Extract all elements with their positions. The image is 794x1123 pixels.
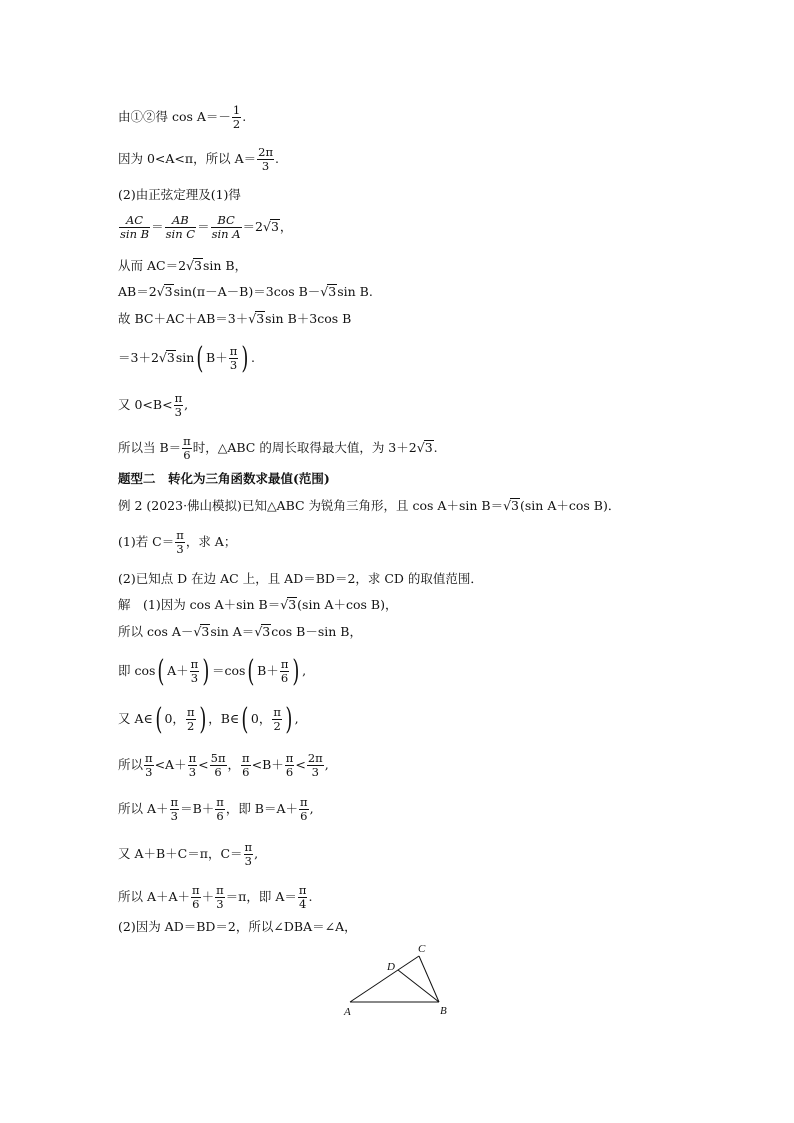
solution-8: 所以 A＋A＋ $\frac{\pi}{6}$ ＋ $\frac{\pi}{3}$ ＝π，即 A＝ $\frac{\pi}{4}$ . — [118, 883, 313, 911]
triangle-figure — [340, 938, 460, 1018]
side-AC — [350, 956, 419, 1002]
question-2: (2)已知点 D 在边 AC 上，且 AD＝BD＝2，求 CD 的取值范围． — [118, 571, 483, 586]
line-angle-A: 因为 0<A<π，所以 A＝ $\frac{2\pi}{3}$ . — [118, 145, 279, 173]
section-title: 题型二 转化为三角函数求最值(范围) — [118, 471, 330, 486]
solution-6: 所以 A＋ $\frac{\pi}{3}$ ＝B＋ $\frac{\pi}{6}$ ，即 B＝A＋ $\frac{\pi}{6}$ , — [118, 795, 314, 823]
question-1: (1)若 C＝ $\frac{\pi}{3}$ ，求 A； — [118, 528, 237, 556]
solution-9: (2)因为 AD＝BD＝2，所以∠DBA＝∠A， — [118, 919, 357, 934]
label-D: D — [387, 961, 395, 973]
solution-1: 解 (1)因为 cos A＋sin B＝√3(sin A＋cos B)， — [118, 597, 398, 612]
line-perimeter-sin: ＝3＋2√3sin( B＋ $\frac{\pi}{3}$ ) . — [118, 340, 255, 376]
solution-2: 所以 cos A－√3sin A＝√3cos B－sin B， — [118, 624, 362, 639]
line-max: 所以当 B＝ $\frac{\pi}{6}$ 时，△ABC 的周长取得最大值，为 3＋2√3. — [118, 434, 438, 462]
line-part2-intro: (2)由正弦定理及(1)得 — [118, 187, 241, 202]
solution-4: 又 A∈( 0， $\frac{\pi}{2}$ ) ，B∈( 0， $\frac{\pi}{2}$ ) , — [118, 701, 299, 737]
solution-3: 即 cos( A＋ $\frac{\pi}{3}$ ) ＝cos( B＋ $\frac{\pi}{6}$ ) , — [118, 653, 307, 689]
line-AB: AB＝2√3sin(π－A－B)＝3cos B－√3sin B. — [118, 284, 373, 299]
line-sine-law: $\frac{AC}{\text{sin B}}$ ＝ $\frac{AB}{\text{sin C}}$ ＝ $\frac{BC}{\text{sin A}}$ ＝2√3， — [120, 213, 293, 241]
line-AC: 从而 AC＝2√3sin B， — [118, 258, 248, 273]
example-2: 例 2 (2023·佛山模拟)已知△ABC 为锐角三角形，且 cos A＋sin B＝√3(sin A＋cos B)． — [118, 498, 621, 513]
line-cosA: 由①②得 cos A＝－ $\frac{1}{2}$ . — [118, 103, 247, 131]
segment-DB — [398, 970, 439, 1002]
line-perimeter: 故 BC＋AC＋AB＝3＋√3sin B＋3cos B — [118, 311, 352, 326]
solution-5: 所以 $\frac{\pi}{3}$ <A＋ $\frac{\pi}{3}$ < $\frac{5\pi}{6}$ ， $\frac{\pi}{6}$ <B＋ $\frac{\pi}{6}$ < $\frac{2\pi}{3}$ , — [118, 751, 329, 779]
line-B-range: 又 0<B< $\frac{\pi}{3}$ , — [118, 391, 189, 419]
label-A: A — [344, 1006, 351, 1018]
label-B: B — [440, 1005, 447, 1017]
side-CB — [419, 956, 439, 1002]
label-C: C — [418, 943, 426, 955]
solution-7: 又 A＋B＋C＝π，C＝ $\frac{\pi}{3}$ , — [118, 840, 259, 868]
